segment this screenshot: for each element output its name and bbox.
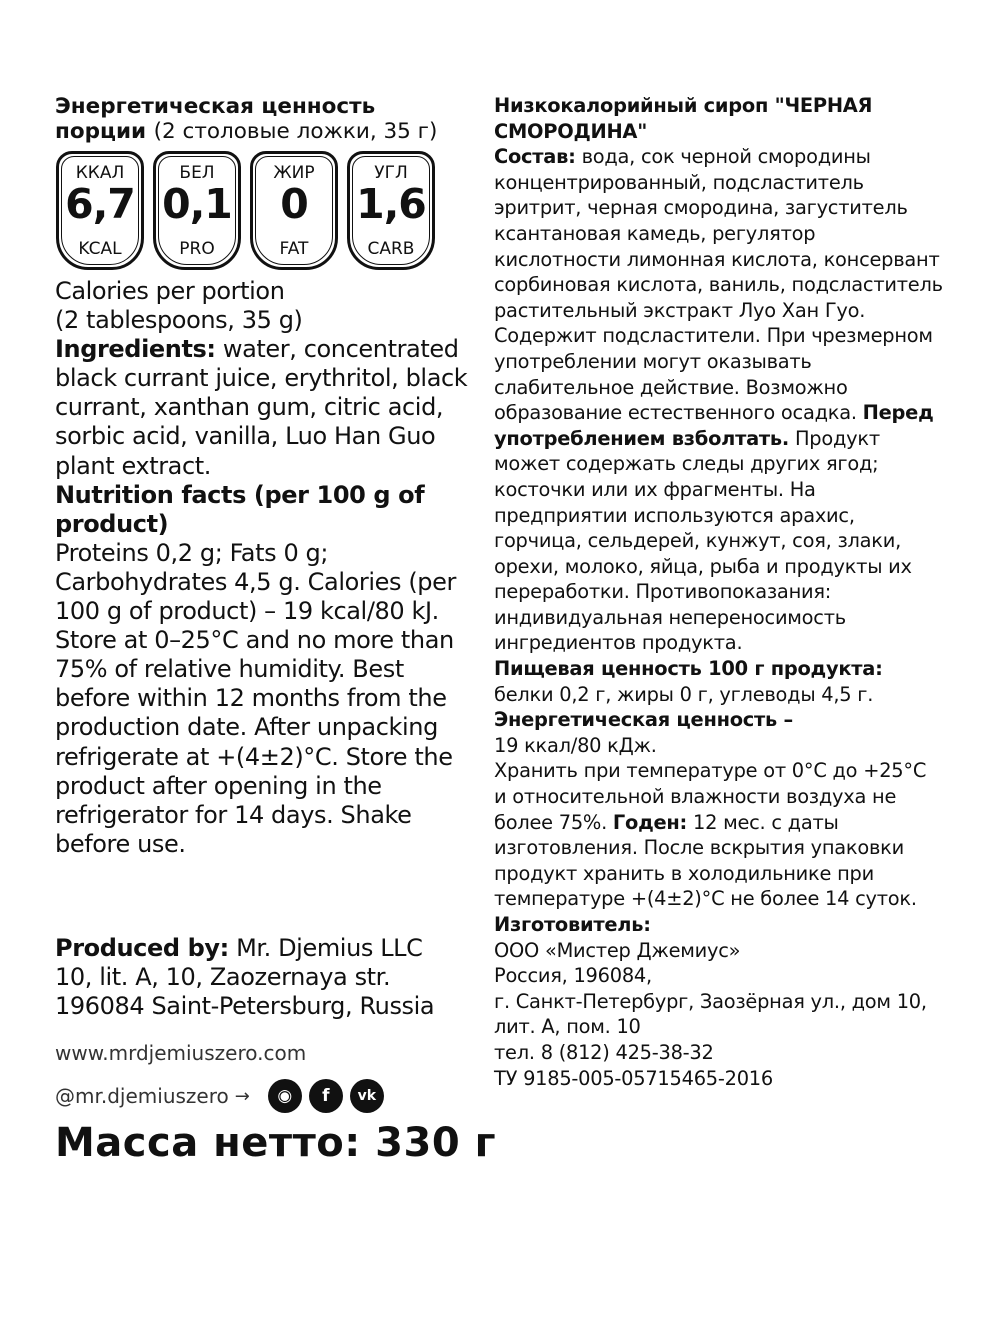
allergen-text: Продукт может содержать следы других ягод; косточки или их фрагменты. На предприятии используются арахис, горчица, сельдерей, кунжут, соя, злаки, орехи, молоко, яйца, рыба и продукты их переработки. Противопоказания: индивидуальная непереносимость ингредиентов продукта. — [494, 426, 912, 655]
badge-carb-ru: УГЛ — [374, 163, 408, 183]
ru-storage-text: Хранить при температуре от 0°С до +25°С и относительной влажности воздуха не более 75%. — [494, 759, 927, 834]
manufacturer-label-text: Изготовитель: — [494, 913, 651, 936]
ru-nutrition-label-text: Пищевая ценность 100 г продукта: — [494, 657, 883, 681]
address-line1: 10, lit. A, 10, Zaozernaya str. — [55, 963, 391, 991]
badge-protein-value: 0,1 — [162, 180, 232, 228]
badge-kcal-en: KCAL — [78, 239, 122, 259]
nutrition-label-text: Nutrition facts (per 100 g of product) — [55, 480, 425, 538]
badge-carb-en: CARB — [367, 239, 415, 259]
phone: тел. 8 (812) 425-38-32 — [494, 1040, 714, 1064]
energy-title-line1: Энергетическая ценность — [55, 94, 376, 119]
badge-carb — [347, 151, 435, 270]
manufacturer-label — [494, 912, 944, 938]
social-handle[interactable]: @mr.djemiuszero — [55, 1084, 229, 1108]
producer-line — [55, 934, 495, 963]
producer-block — [55, 934, 495, 1021]
product-title: Низкокалорийный сироп "ЧЕРНАЯ СМОРОДИНА" — [494, 94, 873, 143]
composition — [494, 144, 944, 656]
manufacturer-name: ООО «Мистер Джемиус» — [494, 938, 741, 962]
ru-energy-label — [494, 707, 944, 733]
shake-label: Перед употреблением взболтать. — [494, 401, 934, 450]
nutrition-text: Proteins 0,2 g; Fats 0 g; Carbohydrates 4,5 g. Calories (per 100 g of product) – 19 kcal/80 kJ. — [55, 538, 456, 626]
vk-icon[interactable]: vk — [350, 1079, 384, 1113]
produced-label: Produced by: — [55, 934, 229, 962]
badge-fat-ru: ЖИР — [273, 163, 315, 183]
net-weight: Масса нетто: 330 г — [55, 1120, 496, 1166]
nutrition-label — [55, 481, 480, 539]
manufacturer-country: Россия, 196084, — [494, 964, 652, 988]
storage-text: Store at 0–25°C and no more than 75% of relative humidity. Best before within 12 months from the production date. After unpacking refrigerate at +(4±2)°C. Store the product after opening in the refrigerator for 14 days. Shake before use. — [55, 626, 454, 858]
facebook-icon[interactable]: f — [309, 1079, 343, 1113]
ru-nutrition-label — [494, 656, 944, 682]
badge-kcal — [56, 151, 144, 270]
badge-fat — [250, 151, 338, 270]
badge-carb-value: 1,6 — [356, 180, 426, 228]
badge-protein-ru: БЕЛ — [179, 163, 215, 183]
english-text — [55, 277, 480, 859]
ingredients — [55, 335, 480, 480]
composition-label: Состав: — [494, 145, 576, 169]
badge-fat-en: FAT — [279, 239, 309, 259]
manufacturer-address: г. Санкт-Петербург, Заозёрная ул., дом 10, лит. А, пом. 10 — [494, 989, 927, 1039]
left-column — [55, 94, 480, 859]
ru-storage — [494, 758, 944, 912]
calories-line1: Calories per portion — [55, 277, 285, 305]
energy-title — [55, 94, 480, 144]
address-line2: 196084 Saint-Petersburg, Russia — [55, 992, 435, 1020]
badge-fat-value: 0 — [280, 180, 308, 228]
badge-kcal-ru: ККАЛ — [75, 163, 125, 183]
ru-energy-label-text: Энергетическая ценность – — [494, 708, 794, 732]
expiry-text: 12 мес. с даты изготовления. После вскрытия упаковки продукт хранить в холодильнике при температуре +(4±2)°С не более 14 суток. — [494, 810, 917, 911]
badge-protein — [153, 151, 241, 270]
arrow-right-icon: → — [234, 1085, 250, 1107]
ingredients-label: Ingredients: — [55, 335, 216, 364]
calories-line2: (2 tablespoons, 35 g) — [55, 306, 303, 335]
tu-code: ТУ 9185-005-05715465-2016 — [494, 1066, 773, 1090]
right-column — [494, 93, 944, 1091]
ru-energy-text: 19 ккал/80 кДж. — [494, 733, 657, 757]
nutrition-badges — [56, 151, 480, 270]
social-row — [55, 1079, 384, 1113]
badge-protein-en: PRO — [179, 239, 215, 259]
website-link[interactable]: www.mrdjemiuszero.com — [55, 1041, 307, 1065]
portion-rest: (2 столовые ложки, 35 г) — [153, 119, 438, 144]
produced-name: Mr. Djemius LLC — [228, 934, 423, 962]
expiry-label: Годен: — [612, 810, 688, 834]
ingredients-text: water, concentrated black currant juice, erythritol, black currant, xanthan gum, citric acid, sorbic acid, vanilla, Luo Han Guo plant extract. — [55, 335, 468, 480]
badge-kcal-value: 6,7 — [65, 180, 135, 228]
instagram-icon[interactable]: ◉ — [268, 1079, 302, 1113]
composition-text: вода, сок черной смородины концентрированный, подсластитель эритрит, черная смородина, загуститель ксантановая камедь, регулятор кислотности лимонная кислота, консервант сорбиновая кислота, ваниль, подсластитель растительный экстракт Луо Хан Гуо. Содержит подсластители. При чрезмерном употреблении могут оказывать слабительное действие. Возможно образование естественного осадка. — [494, 145, 943, 425]
portion-bold: порции — [55, 119, 147, 144]
ru-nutrition-text: белки 0,2 г, жиры 0 г, углеводы 4,5 г. — [494, 682, 874, 706]
energy-title-line2 — [55, 119, 480, 144]
